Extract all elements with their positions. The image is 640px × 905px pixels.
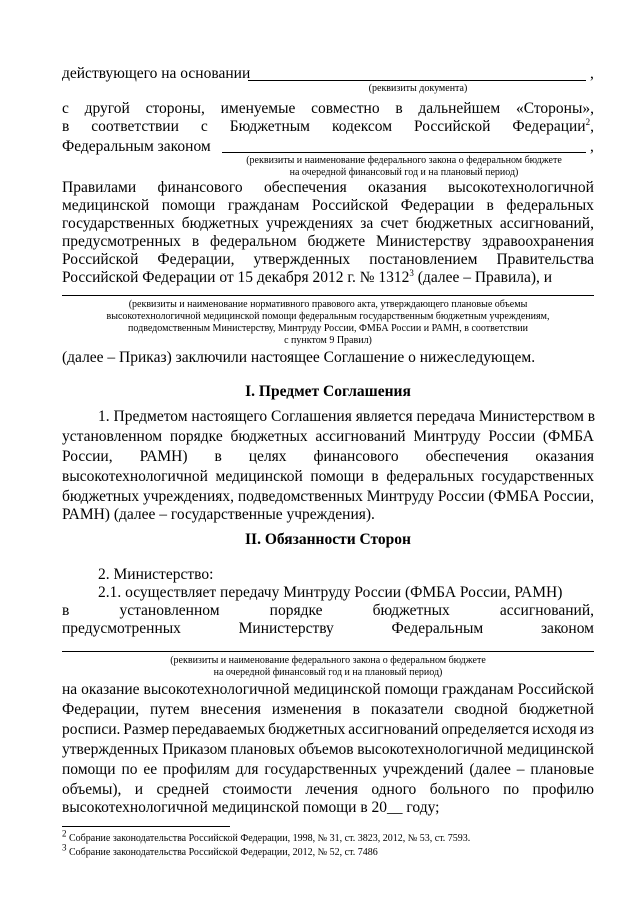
federal-law-line	[62, 137, 594, 157]
word: и	[134, 781, 144, 798]
word: с	[200, 118, 208, 135]
word: Министерству	[238, 620, 334, 637]
word: в	[352, 701, 360, 718]
word: финансового	[313, 448, 399, 465]
word: (ФМБА	[542, 428, 594, 445]
comma: ,	[590, 118, 594, 135]
word: Министерству	[376, 233, 472, 250]
comma: ,	[590, 138, 594, 155]
word: объемы),	[62, 781, 122, 798]
word: показатели	[370, 701, 444, 718]
word: гражданам	[442, 681, 514, 698]
note-law-2: на очередной финансовый год и на плановый период)	[289, 167, 519, 178]
footnote-separator	[62, 826, 230, 827]
word: бюджете	[307, 233, 366, 250]
word: одного	[371, 781, 417, 798]
word: высокотехнологичной	[143, 681, 290, 698]
word: учреждений	[382, 761, 464, 778]
blank-law-line-2	[62, 651, 594, 652]
word: предусмотренных	[62, 620, 181, 637]
word: в	[486, 197, 494, 214]
word: средней	[156, 781, 210, 798]
word: объемов	[298, 741, 354, 758]
word: высокотехнологичной	[62, 468, 208, 485]
word: здравоохранения	[482, 233, 594, 250]
word: государственных	[264, 761, 377, 778]
word: исходя	[532, 721, 577, 738]
word: высокотехнологичной	[448, 179, 594, 196]
word-text: Федерации	[512, 118, 586, 135]
word: законом	[540, 620, 594, 637]
word: Правительства	[496, 251, 594, 268]
word: государственных	[481, 468, 594, 485]
word: больного	[429, 781, 490, 798]
word: федеральных	[386, 468, 474, 485]
word: бюджетных	[181, 215, 259, 232]
word: помощи	[62, 761, 116, 778]
word: ассигнований	[315, 428, 406, 445]
justified-line	[62, 427, 594, 447]
justified-line	[62, 232, 594, 252]
word: стороны,	[145, 100, 205, 117]
word: дальнейшем	[418, 100, 501, 117]
word: на	[62, 681, 78, 698]
justified-line	[62, 700, 594, 720]
word: бюджетной	[518, 701, 594, 718]
word: по	[121, 761, 138, 778]
word: бюджетных	[230, 428, 308, 445]
word: Российской	[414, 118, 491, 135]
justified-line	[62, 196, 594, 216]
word: государственных	[62, 215, 175, 232]
justified-line	[62, 467, 594, 487]
footnote-2-text: Собрание законодательства Российской Федерации, 1998, № 31, ст. 3823, 2012, № 53, ст. 7593.	[66, 833, 471, 844]
word: установленном	[62, 428, 163, 445]
comma: ,	[590, 65, 594, 82]
word: Приказом	[162, 741, 227, 758]
word: Бюджетным	[229, 118, 310, 135]
word: порядке	[169, 428, 223, 445]
justified-line	[62, 760, 594, 780]
rules-tail: (далее – Правила), и	[413, 269, 553, 286]
word: передаваемых	[172, 721, 266, 738]
intro-text: действующего на основании	[62, 65, 251, 82]
word: Российской	[517, 681, 594, 698]
word: в	[214, 448, 222, 465]
word: Правилами	[62, 179, 137, 196]
word: по	[503, 781, 520, 798]
word: изменения	[271, 701, 342, 718]
word: в	[62, 118, 70, 135]
word: предусмотренных	[62, 233, 181, 250]
footnote-ref: 2	[585, 116, 591, 127]
word: плановых	[230, 741, 295, 758]
word: бюджетных	[268, 721, 346, 738]
section-1-heading: I. Предмет Соглашения	[245, 383, 411, 400]
word: счет	[380, 215, 409, 232]
word: лечения	[305, 781, 358, 798]
blank-law-line	[222, 152, 586, 153]
word: медицинской	[506, 741, 594, 758]
clause-2-1: 2.1. осуществляет передачу Минтруду России (ФМБА России, РАМН)	[98, 584, 563, 601]
note-order-3: подведомственным Министерству, Минтруду России, ФМБА России и РАМН, в соответствии	[128, 323, 528, 334]
section-2-heading: II. Обязанности Сторон	[245, 531, 411, 548]
note-law-4: на очередной финансовый год и на плановый период)	[213, 667, 443, 678]
word: именуемые	[220, 100, 296, 117]
rules-ref: Российской Федерации от 15 декабря 2012 г. № 1312	[62, 269, 410, 286]
word: бюджетных	[62, 488, 140, 505]
footnote-3-text: Собрание законодательства Российской Федерации, 2012, № 52, ст. 7486	[66, 847, 378, 858]
allocation-last-line: высокотехнологичной медицинской помощи в 20__ году;	[62, 799, 440, 816]
word: утвержденных	[62, 741, 159, 758]
word	[512, 117, 594, 137]
justified-line	[62, 178, 594, 198]
word: утвержденных	[253, 251, 351, 268]
word: сводной	[454, 701, 508, 718]
word: другой	[84, 100, 130, 117]
word: Федеральным	[391, 620, 484, 637]
justified-line	[62, 214, 594, 234]
clause-2: 2. Министерство:	[98, 566, 214, 583]
word: Минтруду	[413, 428, 481, 445]
word: помощи	[161, 197, 216, 214]
justified-line	[62, 447, 594, 467]
word: с	[62, 100, 69, 117]
word: постановлением	[369, 251, 478, 268]
word: помощи	[310, 468, 364, 485]
word: в	[371, 468, 379, 485]
federal-law-label: Федеральным законом	[62, 138, 211, 155]
note-law-3: (реквизиты и наименование федерального закона о федеральном бюджете	[170, 655, 486, 666]
word: оказания	[368, 179, 427, 196]
justified-line	[62, 740, 594, 760]
word: «Стороны»,	[515, 100, 594, 117]
word: Федерации	[400, 197, 474, 214]
footnote-ref: 3	[409, 267, 414, 278]
blank-order-line	[62, 295, 594, 296]
word: ее	[143, 761, 158, 778]
conclusion-line: (далее – Приказ) заключили настоящее Соглашение о нижеследующем.	[62, 349, 536, 366]
rules-last-line	[62, 268, 594, 288]
word: гражданам	[227, 197, 300, 214]
word: –	[516, 761, 525, 778]
word: росписи.	[62, 721, 121, 738]
justified-line	[62, 99, 594, 119]
word: подведомственных	[237, 488, 363, 505]
word: ассигнований	[348, 721, 439, 738]
footnote-2	[62, 828, 471, 845]
word: РАМН)	[139, 448, 188, 465]
word: ассигнований,	[499, 215, 594, 232]
word: федеральном	[210, 233, 297, 250]
word: (ФМБА	[488, 488, 540, 505]
word: Российской	[311, 197, 389, 214]
word: оказание	[81, 681, 140, 698]
footnote-3	[62, 842, 378, 859]
note-order-2: высокотехнологичной медицинской помощи федеральным государственным бюджетным учреждениям,	[106, 311, 550, 322]
word: из	[579, 721, 594, 738]
word: для	[235, 761, 259, 778]
word: в	[62, 602, 70, 619]
word: учреждениях	[266, 215, 354, 232]
note-order-1: (реквизиты и наименование нормативного правового акта, утверждающего плановые объемы	[128, 299, 528, 310]
word: федеральных	[506, 197, 594, 214]
word: (далее	[469, 761, 511, 778]
word: совместно	[311, 100, 380, 117]
word: соответствии	[91, 118, 179, 135]
justified-line	[62, 117, 594, 137]
justified-line	[62, 619, 594, 639]
word: помощи	[384, 681, 439, 698]
word: обеспечения	[263, 179, 347, 196]
word: России,	[543, 488, 594, 505]
note-law-1: (реквизиты и наименование федерального закона о федеральном бюджете	[246, 155, 562, 166]
word: за	[360, 215, 374, 232]
word: финансового	[157, 179, 243, 196]
justified-line	[62, 487, 594, 507]
word: оказания	[535, 448, 594, 465]
text-line: РАМН) (далее – государственные учреждения).	[62, 506, 375, 523]
justified-line	[62, 780, 594, 800]
word: стоимости	[222, 781, 292, 798]
word: установленном	[119, 602, 220, 619]
word: определяется	[441, 721, 530, 738]
text-line: 1. Предметом настоящего Соглашения является передача Министерством в	[98, 408, 596, 425]
word: Размер	[123, 721, 170, 738]
word: обеспечения	[425, 448, 509, 465]
blank-document-line	[248, 80, 586, 81]
word: Федерации,	[157, 251, 235, 268]
word: путем	[150, 701, 190, 718]
word: профилям	[163, 761, 230, 778]
intro-line	[62, 64, 594, 84]
word: медицинской	[215, 468, 303, 485]
note-document: (реквизиты документа)	[368, 83, 468, 94]
word: Минтруду	[366, 488, 435, 505]
word: России	[488, 428, 536, 445]
word: в	[191, 233, 200, 250]
word: в	[395, 100, 403, 117]
word: профилю	[532, 781, 594, 798]
word: Федерации,	[62, 701, 140, 718]
word: учреждениях,	[143, 488, 235, 505]
word: порядке	[269, 602, 323, 619]
footnote-3-mark: 3	[62, 842, 67, 853]
word: России	[437, 488, 485, 505]
justified-line	[62, 720, 594, 740]
word: медицинской	[62, 197, 150, 214]
footnote-2-mark: 2	[62, 828, 67, 839]
word: ассигнований,	[499, 602, 594, 619]
word: внесения	[200, 701, 261, 718]
word: высокотехнологичной	[357, 741, 504, 758]
justified-line	[62, 680, 594, 700]
word: бюджетных	[415, 215, 493, 232]
word: Российской	[62, 251, 139, 268]
justified-line	[62, 601, 594, 621]
word: плановые	[530, 761, 594, 778]
word: бюджетных	[372, 602, 450, 619]
word: России,	[62, 448, 113, 465]
justified-line	[62, 250, 594, 270]
word: медицинской	[293, 681, 381, 698]
word: целях	[248, 448, 287, 465]
word: кодексом	[331, 118, 393, 135]
note-order-4: с пунктом 9 Правил)	[284, 335, 372, 346]
